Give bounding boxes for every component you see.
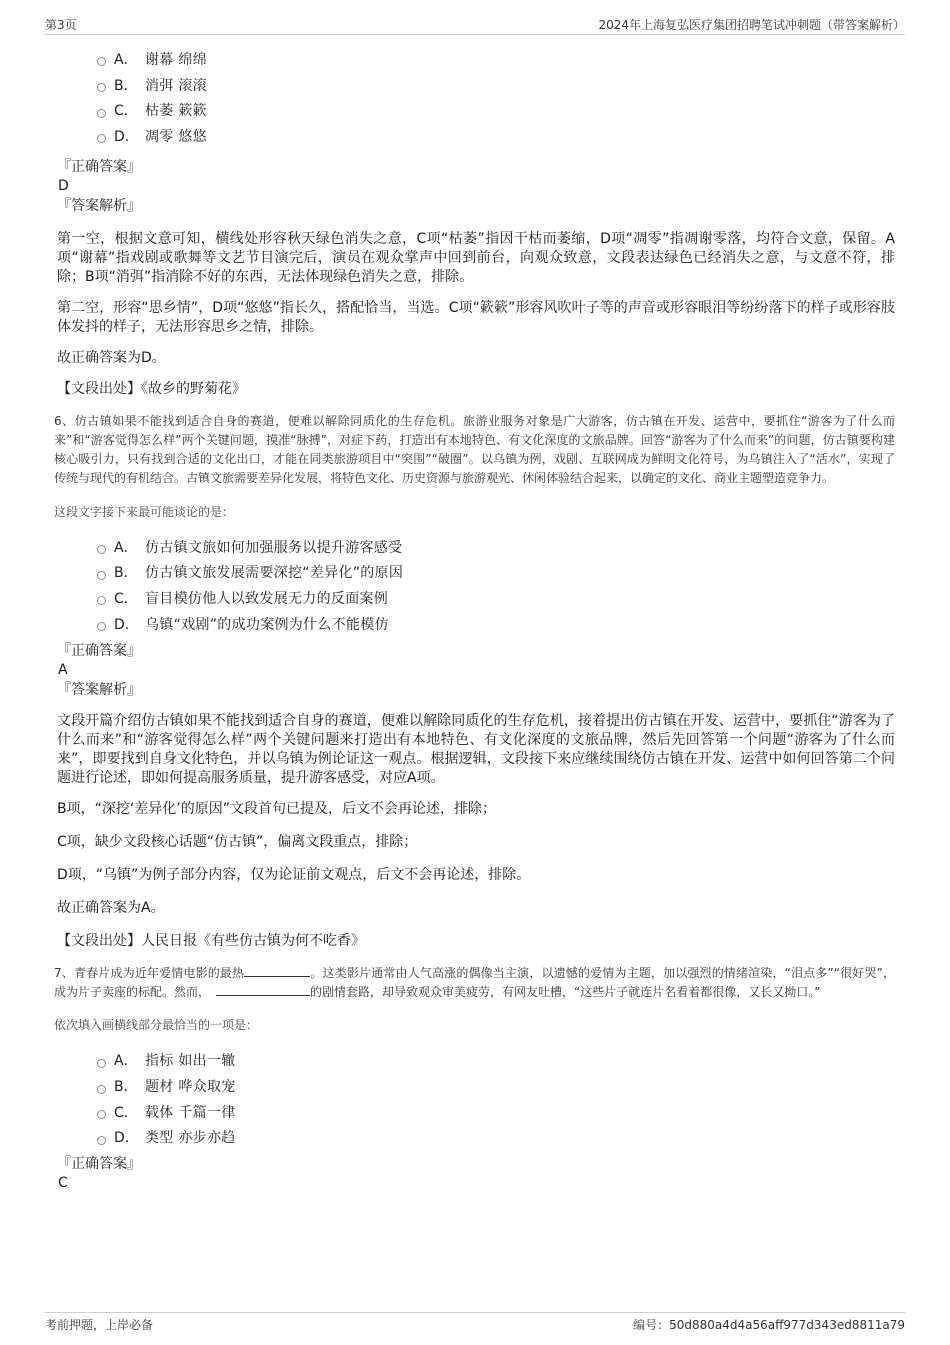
correct-answer-label: 『正确答案』: [57, 158, 141, 175]
page-header: [45, 14, 905, 35]
q7-option-a[interactable]: A． 指标 如出一辙: [97, 1048, 895, 1074]
q6-analysis-1: 文段开篇介绍仿古镇如果不能找到适合自身的赛道，便难以解除同质化的生存危机，接着提出仿古镇在开发、运营中，要抓住“游客为了什么而来”和“游客觉得怎么样”两个关键问题来打造出有本地特色、有文化深度的文旅品牌，然后先回答第一个问题“游客为了什么而来”，即要找到自身文化特色，并以乌镇为例论证这一观点。根据逻辑，文段接下来应继续围绕仿古镇在开发、运营中如何回答第二个问题进行论述，即如何提高服务质量，提升游客感受，对应A项。: [57, 712, 895, 786]
correct-answer-label: 『正确答案』: [57, 642, 141, 659]
q7-blank-2: [216, 983, 310, 996]
q7-prompt: 依次填入画横线部分最恰当的一项是：: [54, 1017, 259, 1032]
q5-analysis-2: 第二空，形容“思乡情”，D项“悠悠”指长久，搭配恰当，当选。C项“簌簌”形容风吹叶子等的声音或形容眼泪等纷纷落下的样子或形容肢体发抖的样子，无法形容思乡之情，排除。: [57, 299, 895, 335]
analysis-label: 『答案解析』: [57, 197, 141, 214]
q5-analysis-1: 第一空，根据文意可知，横线处形容秋天绿色消失之意，C项“枯萎”指因干枯而萎缩，D项“凋零”指凋谢零落，均符合文意，保留。A项“谢幕”指戏剧或歌舞等文艺节目演完后，演员在观众掌声中回到前台，向观众致意，文段表达绿色已经消失之意，与文意不符，排除；B项“消弭”指消除不好的东西，无法体现绿色消失之意，排除。: [57, 230, 895, 285]
q7-options: [97, 1048, 895, 1151]
q5-source: 【文段出处】《故乡的野菊花》: [57, 380, 246, 397]
q6-analysis-4: D项，“乌镇”为例子部分内容，仅为论证前文观点，后文不会再论述，排除。: [57, 866, 531, 883]
correct-answer-label: 『正确答案』: [57, 1156, 141, 1173]
document-code: 编号：50d880a4d4a56aff977d343ed8811a79: [633, 1318, 905, 1332]
q6-prompt: 这段文字接下来最可能谈论的是：: [54, 504, 235, 519]
radio-icon[interactable]: [97, 1136, 106, 1145]
radio-icon[interactable]: [97, 57, 106, 66]
radio-icon[interactable]: [97, 1059, 106, 1068]
q6-option-c[interactable]: C． 盲目模仿他人以致发展无力的反面案例: [97, 585, 895, 611]
radio-icon[interactable]: [97, 1110, 106, 1119]
q6-option-b[interactable]: B． 仿古镇文旅发展需要深挖“差异化”的原因: [97, 559, 895, 585]
q5-answer: D: [58, 177, 69, 194]
q6-source: 【文段出处】人民日报《有些仿古镇为何不吃香》: [57, 932, 365, 949]
radio-icon[interactable]: [97, 571, 106, 580]
q6-analysis-3: C项，缺少文段核心话题“仿古镇”，偏离文段重点，排除；: [57, 833, 418, 850]
radio-icon[interactable]: [97, 1085, 106, 1094]
analysis-label: 『答案解析』: [57, 681, 141, 698]
radio-icon[interactable]: [97, 596, 106, 605]
radio-icon[interactable]: [97, 109, 106, 118]
q7-blank-1: [244, 964, 310, 977]
page-number: 第3页: [45, 18, 77, 32]
q5-option-a[interactable]: A． 谢幕 绵绵: [97, 46, 895, 72]
document-title: 2024年上海复弘医疗集团招聘笔试冲刺题（带答案解析）: [598, 18, 905, 32]
q7-answer: C: [58, 1175, 68, 1192]
main-content: [54, 42, 895, 1193]
q7-option-b[interactable]: B． 题材 哗众取宠: [97, 1073, 895, 1099]
q5-option-d[interactable]: D． 凋零 悠悠: [97, 123, 895, 149]
q5-options: [97, 46, 895, 149]
q5-option-b[interactable]: B． 消弭 滚滚: [97, 72, 895, 98]
q6-stem: 6、仿古镇如果不能找到适合自身的赛道，便难以解除同质化的生存危机。旅游业服务对象是广大游客，仿古镇在开发、运营中，要抓住“游客为了什么而来”和“游客觉得怎么样”两个关键问题，摸准“脉搏”，对症下药，打造出有本地特色、有文化深度的文旅品牌。回答“游客为了什么而来”的问题，仿古镇要构建核心吸引力，只有找到合适的文化出口，才能在同类旅游项目中“突围”“破圈”。以乌镇为例，戏剧、互联网成为鲜明文化符号，为乌镇注入了“活水”，实现了传统与现代的有机结合。古镇文旅需要差异化发展，将特色文化、历史资源与旅游观光、休闲体验结合起来，以确定的文化、商业主题塑造竞争力。: [54, 413, 895, 485]
q5-option-c[interactable]: C． 枯萎 簌簌: [97, 97, 895, 123]
q7-option-c[interactable]: C． 载体 千篇一律: [97, 1099, 895, 1125]
radio-icon[interactable]: [97, 134, 106, 143]
q6-analysis-5: 故正确答案为A。: [57, 899, 165, 916]
q6-option-d[interactable]: D． 乌镇“戏剧”的成功案例为什么不能模仿: [97, 611, 895, 637]
q7-stem: 7、青春片成为近年爱情电影的最热 。这类影片通常由人气高涨的偶像当主演，以遗憾的爱情为主题，加以强烈的情绪渲染，“泪点多”“很好哭”，成为片子卖座的标配。然而， 的剧情套路，却导致观众审美疲劳，有网友吐槽，“这些片子就连片名看着都很像，又长又拗口。”: [54, 965, 895, 999]
radio-icon[interactable]: [97, 545, 106, 554]
q7-option-d[interactable]: D． 类型 亦步亦趋: [97, 1125, 895, 1151]
q5-analysis-3: 故正确答案为D。: [57, 349, 166, 366]
q6-option-a[interactable]: A． 仿古镇文旅如何加强服务以提升游客感受: [97, 534, 895, 560]
radio-icon[interactable]: [97, 83, 106, 92]
q6-options: [97, 534, 895, 637]
page-footer: [45, 1312, 905, 1335]
radio-icon[interactable]: [97, 622, 106, 631]
q6-analysis-2: B项，“深挖‘差异化’的原因”文段首句已提及，后文不会再论述，排除；: [57, 800, 497, 817]
footer-slogan: 考前押题，上岸必备: [45, 1318, 154, 1332]
q6-answer: A: [58, 661, 68, 678]
